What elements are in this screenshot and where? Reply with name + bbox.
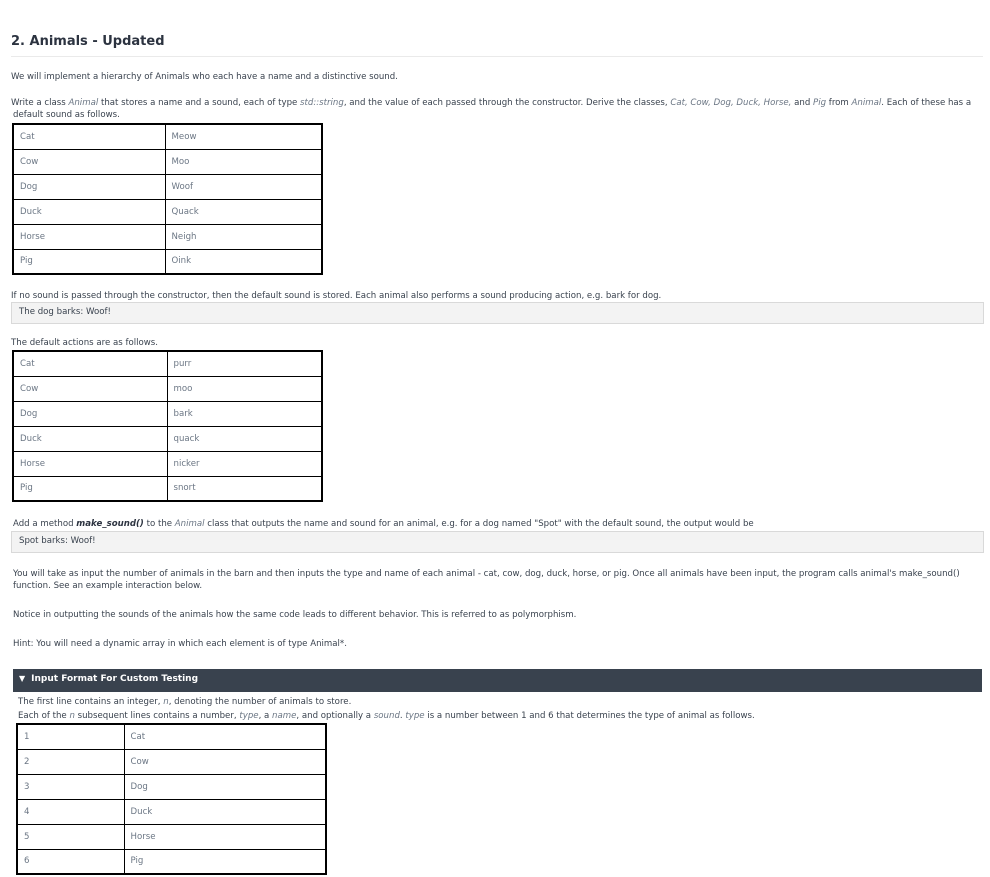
type-number-cell: 4: [17, 799, 124, 824]
input-format-accordion[interactable]: [13, 669, 982, 692]
title-divider: [11, 56, 983, 57]
animal-cell: Horse: [13, 451, 167, 476]
animal-cell: Horse: [124, 824, 326, 849]
animal-cell: Cow: [13, 149, 165, 174]
make-sound-paragraph: Add a method make_sound() to the Animal class that outputs the name and sound for an animal, e.g. for a dog named "Spot" with the default sound, the output would be: [13, 519, 754, 529]
default-sound-paragraph: If no sound is passed through the constructor, then the default sound is stored. Each animal also performs a sound producing action, e.g. bark for dog.: [11, 291, 662, 301]
default-actions-table: [12, 350, 323, 502]
action-cell: purr: [167, 351, 322, 376]
input-description-line1: You will take as input the number of animals in the barn and then inputs the type and name of each animal - cat, cow, dog, duck, horse, or pig. Once all animals have been input, the program calls animal's make_sound(): [13, 569, 960, 579]
animal-cell: Pig: [13, 476, 167, 501]
code-example-dog: The dog barks: Woof!: [11, 302, 984, 324]
animal-cell: Cat: [13, 351, 167, 376]
animal-cell: Duck: [124, 799, 326, 824]
table-row: [17, 799, 326, 824]
action-cell: nicker: [167, 451, 322, 476]
sound-cell: Quack: [165, 199, 322, 224]
code-example-spot: Spot barks: Woof!: [11, 531, 984, 553]
table-row: [13, 224, 322, 249]
action-cell: bark: [167, 401, 322, 426]
table-row: [17, 724, 326, 749]
type-number-cell: 1: [17, 724, 124, 749]
type-number-cell: 2: [17, 749, 124, 774]
type-number-cell: 3: [17, 774, 124, 799]
table-row: [13, 476, 322, 501]
table-row: [13, 174, 322, 199]
default-actions-heading: The default actions are as follows.: [11, 338, 159, 348]
animal-cell: Cow: [13, 376, 167, 401]
input-format-line1: The first line contains an integer, n, denoting the number of animals to store.: [18, 697, 352, 707]
animal-cell: Dog: [124, 774, 326, 799]
table-row: [17, 824, 326, 849]
action-cell: moo: [167, 376, 322, 401]
type-number-cell: 5: [17, 824, 124, 849]
table-row: [17, 774, 326, 799]
sound-cell: Woof: [165, 174, 322, 199]
animal-cell: Duck: [13, 199, 165, 224]
animal-cell: Pig: [13, 249, 165, 274]
table-row: [13, 401, 322, 426]
table-row: [13, 199, 322, 224]
input-format-line2: Each of the n subsequent lines contains a number, type, a name, and optionally a sound. type is a number between 1 and 6 that determines the type of animal as follows.: [18, 711, 755, 721]
animal-cell: Cat: [124, 724, 326, 749]
animal-cell: Horse: [13, 224, 165, 249]
animal-cell: Duck: [13, 426, 167, 451]
table-row: [13, 249, 322, 274]
table-row: [13, 149, 322, 174]
animal-cell: Cat: [13, 124, 165, 149]
animal-cell: Cow: [124, 749, 326, 774]
sound-cell: Neigh: [165, 224, 322, 249]
intro-paragraph: We will implement a hierarchy of Animals who each have a name and a distinctive sound.: [11, 72, 398, 82]
default-sounds-table: [12, 123, 323, 275]
table-row: [13, 376, 322, 401]
class-description-line2: default sound as follows.: [13, 110, 120, 120]
animal-cell: Pig: [124, 849, 326, 874]
class-description-paragraph: Write a class Animal that stores a name and a sound, each of type std::string, and the value of each passed through the constructor. Derive the classes, Cat, Cow, Dog, Duck, Horse, and Pig from Animal. Each of these has a: [11, 98, 972, 108]
table-row: [13, 451, 322, 476]
sound-cell: Meow: [165, 124, 322, 149]
table-row: [13, 426, 322, 451]
table-row: [17, 749, 326, 774]
input-description-line2: function. See an example interaction below.: [13, 581, 203, 591]
action-cell: quack: [167, 426, 322, 451]
page-title: 2. Animals - Updated: [11, 34, 165, 49]
table-row: [13, 124, 322, 149]
action-cell: snort: [167, 476, 322, 501]
table-row: [17, 849, 326, 874]
collapse-triangle-icon: ▼: [19, 674, 26, 683]
sound-cell: Oink: [165, 249, 322, 274]
hint-paragraph: Hint: You will need a dynamic array in which each element is of type Animal*.: [13, 639, 347, 649]
animal-cell: Dog: [13, 174, 165, 199]
animal-cell: Dog: [13, 401, 167, 426]
polymorphism-paragraph: Notice in outputting the sounds of the animals how the same code leads to different behavior. This is referred to as polymorphism.: [13, 610, 577, 620]
sound-cell: Moo: [165, 149, 322, 174]
accordion-label: Input Format For Custom Testing: [31, 674, 199, 684]
type-number-cell: 6: [17, 849, 124, 874]
animal-type-table: [16, 723, 327, 875]
table-row: [13, 351, 322, 376]
